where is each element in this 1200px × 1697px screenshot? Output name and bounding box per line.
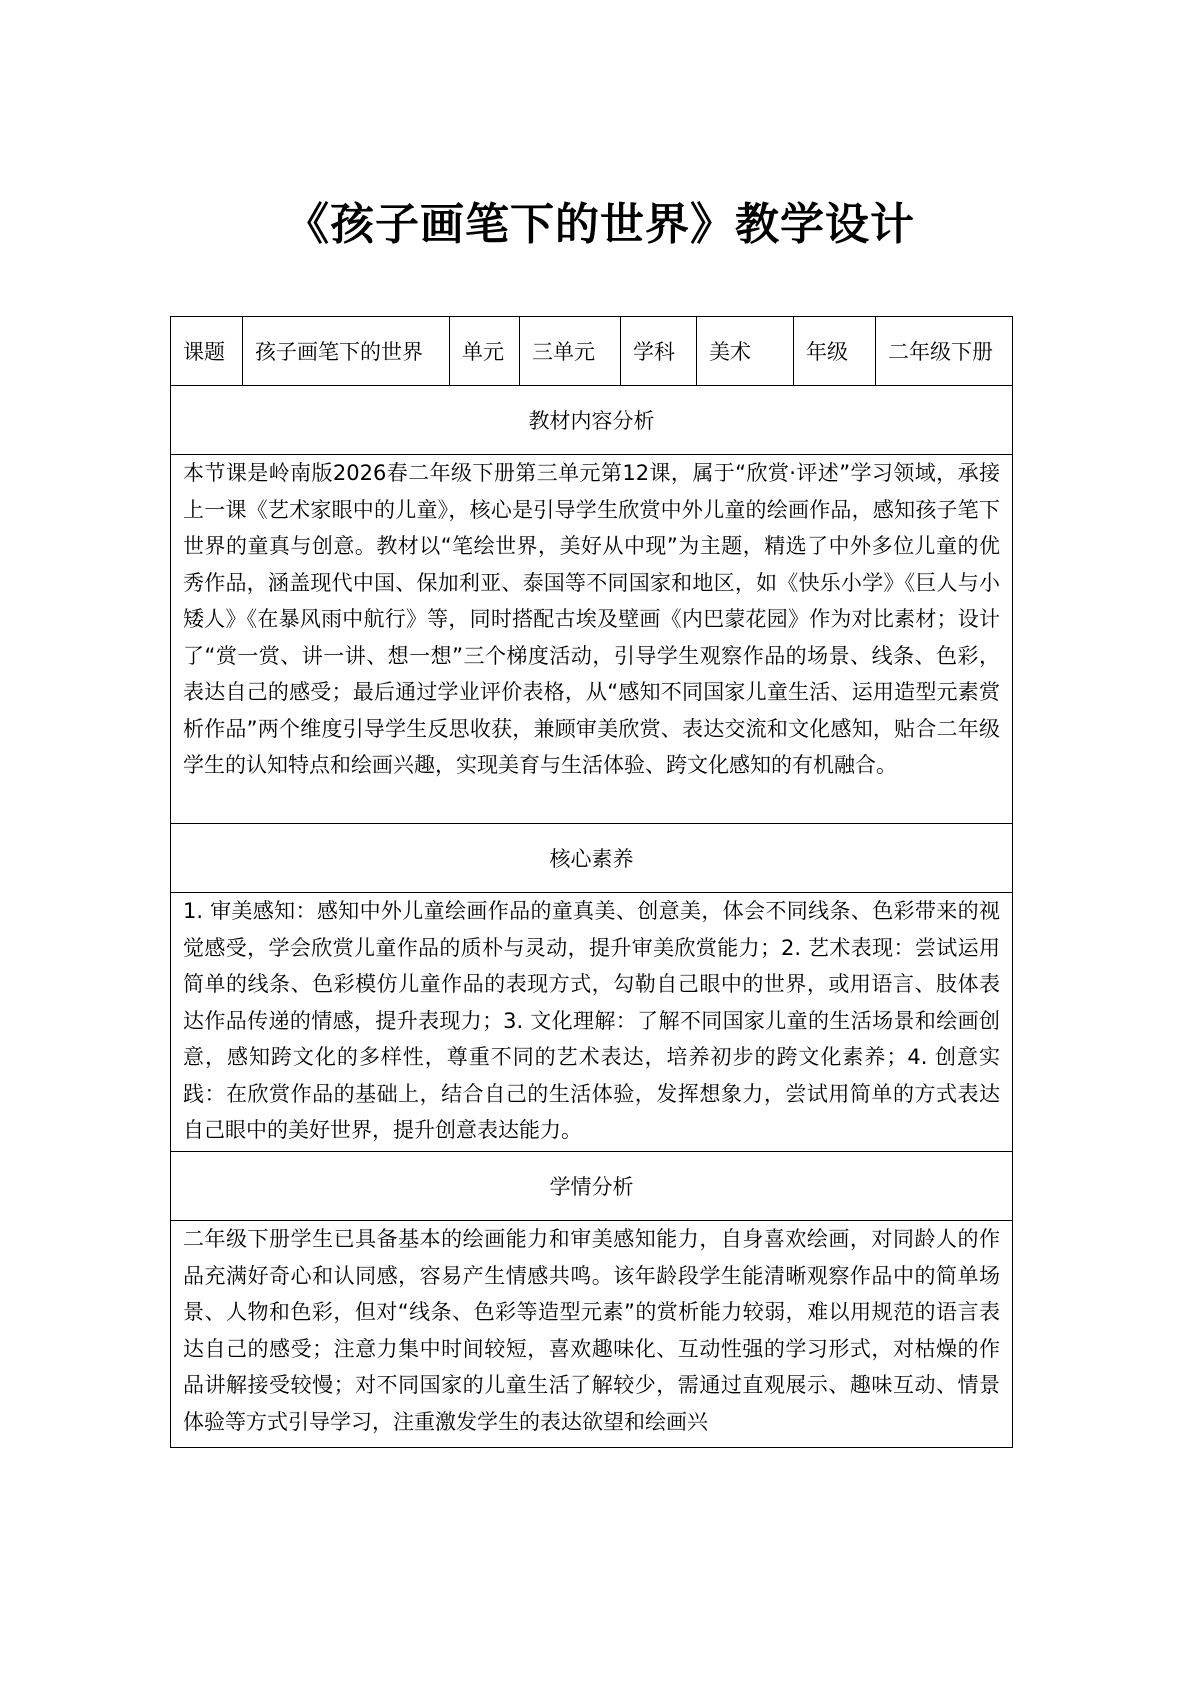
lesson-plan-table — [170, 316, 1013, 1448]
topic-value: 孩子画笔下的世界 — [243, 317, 450, 386]
subject-label: 学科 — [621, 317, 697, 386]
section-body-row — [171, 893, 1013, 1152]
section-body-learner-analysis: 二年级下册学生已具备基本的绘画能力和审美感知能力，自身喜欢绘画，对同龄人的作品充满好奇心和认同感，容易产生情感共鸣。该年龄段学生能清晰观察作品中的简单场景、人物和色彩，但对“线条、色彩等造型元素”的赏析能力较弱，难以用规范的语言表达自己的感受；注意力集中时间较短，喜欢趣味化、互动性强的学习形式，对枯燥的作品讲解接受较慢；对不同国家的儿童生活了解较少，需通过直观展示、趣味互动、情景体验等方式引导学习，注重激发学生的表达欲望和绘画兴 — [183, 1227, 1000, 1434]
grade-label: 年级 — [794, 317, 876, 386]
subject-value: 美术 — [697, 317, 794, 386]
header-row — [171, 317, 1013, 386]
section-body-materials: 本节课是岭南版2026春二年级下册第三单元第12课，属于“欣赏·评述”学习领域，承接上一课《艺术家眼中的儿童》，核心是引导学生欣赏中外儿童的绘画作品，感知孩子笔下世界的童真与创意。教材以“笔绘世界，美好从中现”为主题，精选了中外多位儿童的优秀作品，涵盖现代中国、保加利亚、泰国等不同国家和地区，如《快乐小学》《巨人与小矮人》《在暴风雨中航行》等，同时搭配古埃及壁画《内巴蒙花园》作为对比素材；设计了“赏一赏、讲一讲、想一想”三个梯度活动，引导学生观察作品的场景、线条、色彩，表达自己的感受；最后通过学业评价表格，从“感知不同国家儿童生活、运用造型元素赏析作品”两个维度引导学生反思收获，兼顾审美欣赏、表达交流和文化感知，贴合二年级学生的认知特点和绘画兴趣，实现美育与生活体验、跨文化感知的有机融合。 — [183, 461, 1000, 777]
section-body-core-literacy: 1. 审美感知：感知中外儿童绘画作品的童真美、创意美，体会不同线条、色彩带来的视觉感受，学会欣赏儿童作品的质朴与灵动，提升审美欣赏能力；2. 艺术表现：尝试运用简单的线条、色彩模仿儿童作品的表现方式，勾勒自己眼中的世界，或用语言、肢体表达作品传递的情感，提升表现力；3. 文化理解：了解不同国家儿童的生活场景和绘画创意，感知跨文化的多样性，尊重不同的艺术表达，培养初步的跨文化素养；4. 创意实践：在欣赏作品的基础上，结合自己的生活体验，发挥想象力，尝试用简单的方式表达自己眼中的美好世界，提升创意表达能力。 — [183, 899, 1000, 1142]
section-heading-learner-analysis: 学情分析 — [171, 1152, 1013, 1221]
section-body-row — [171, 1221, 1013, 1448]
section-heading-row — [171, 386, 1013, 455]
unit-value: 三单元 — [520, 317, 621, 386]
section-heading-row — [171, 824, 1013, 893]
topic-label: 课题 — [171, 317, 243, 386]
section-heading-row — [171, 1152, 1013, 1221]
section-heading-materials: 教材内容分析 — [171, 386, 1013, 455]
section-body-row — [171, 455, 1013, 824]
page-title: 《孩子画笔下的世界》教学设计 — [285, 199, 915, 250]
unit-label: 单元 — [450, 317, 520, 386]
grade-value: 二年级下册 — [876, 317, 1013, 386]
section-heading-core-literacy: 核心素养 — [171, 824, 1013, 893]
